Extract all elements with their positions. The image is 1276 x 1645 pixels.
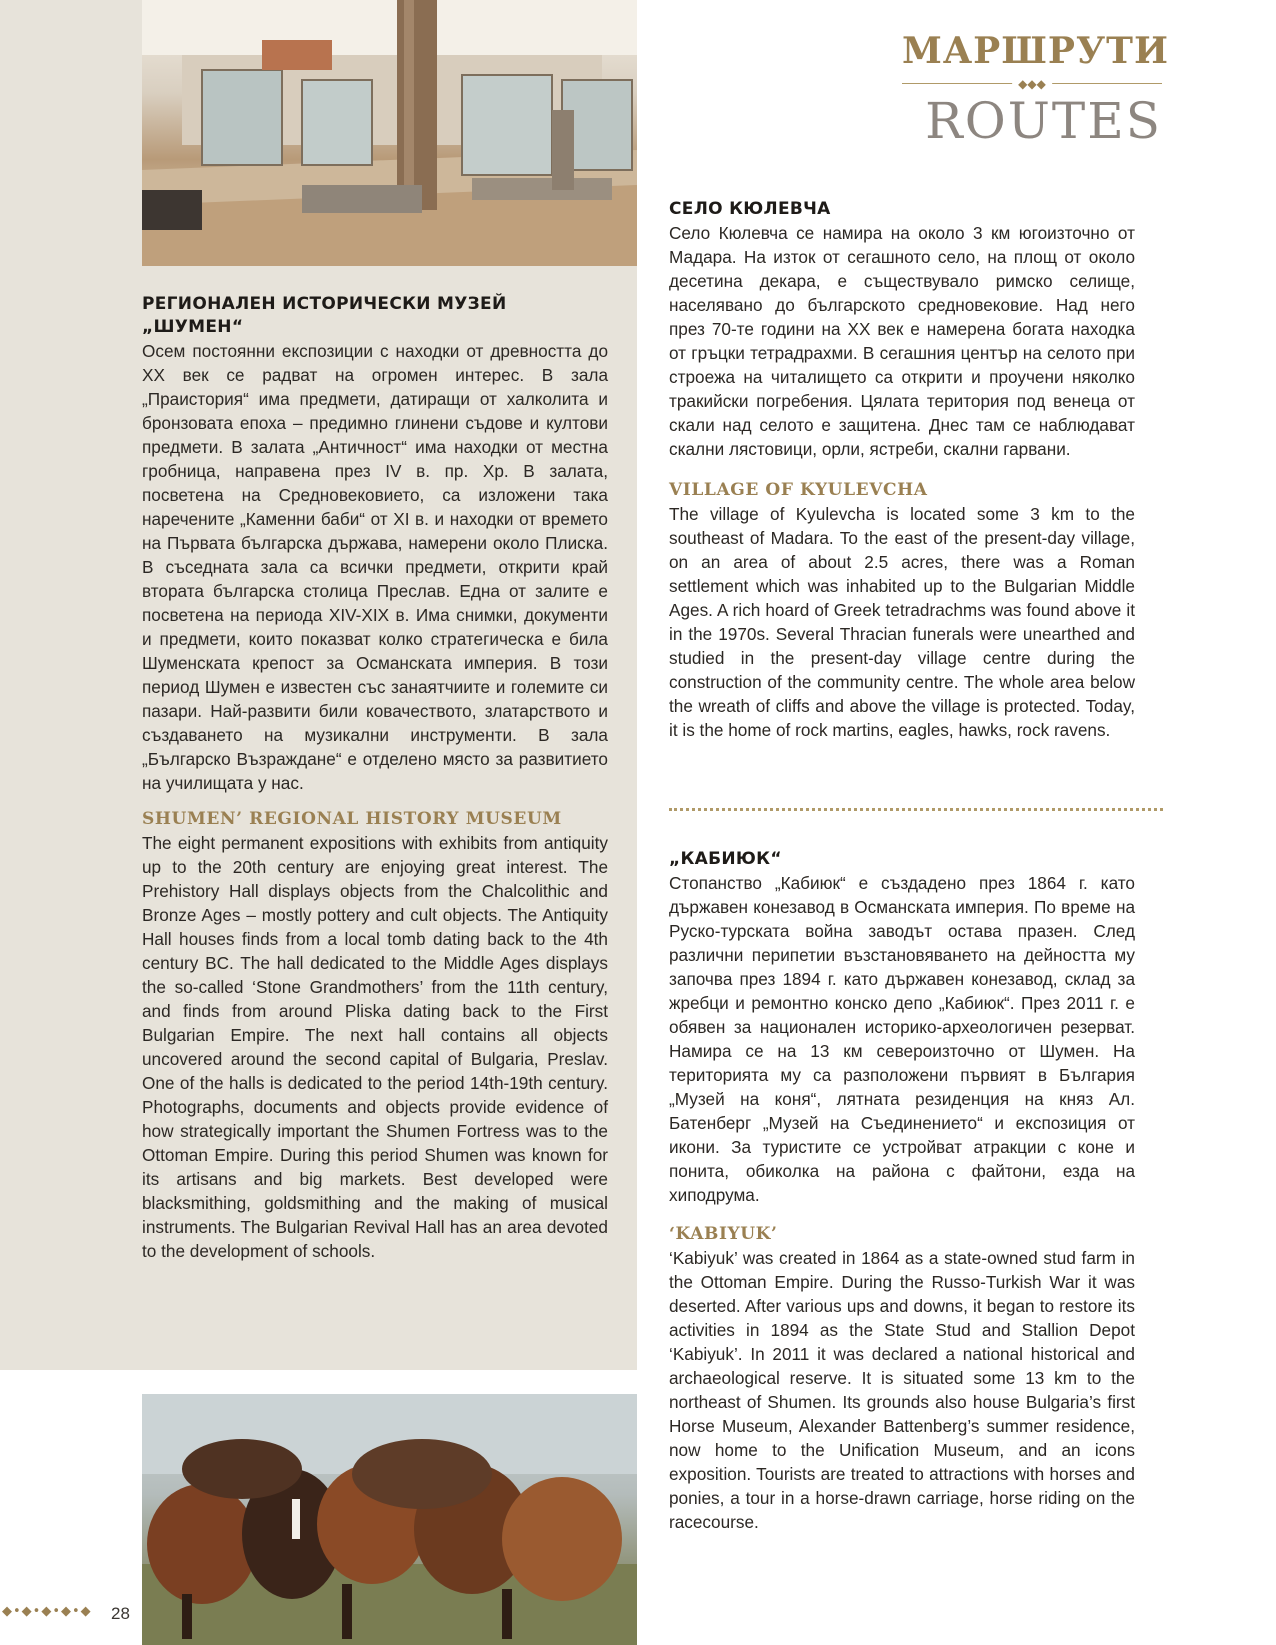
kabiyuk-text-en: ‘Kabiyuk’ was created in 1864 as a state-owned stud farm in the Ottoman Empire. During the Russo-Turkish War it was deserted. After various ups and downs, it began to restore its activities in 1894 as the State Stud and Stallion Depot ‘Kabiyuk’. In 2011 it was declared a national historical and archaeological reserve. It is situated some 13 km to the northeast of Shumen. Its grounds also house Bulgaria’s first Horse Museum, Alexander Battenberg’s summer residence, now home to the Unification Museum, and an icons exposition. Tourists are treated to attractions with horses and ponies, a tour in a horse-drawn carriage, horse riding on the racecourse.: [669, 1248, 1135, 1532]
museum-text-bg: Осем постоянни експозиции с находки от древността до XX век се радват на огромен интерес. В зала „Праистория“ има предмети, датиращи от халколита и бронзовата епоха – предимно глинени съдове и култови предмети. В залата „Античност“ има находки от местна гробница, направена през IV в. пр. Хр. В залата, посветена на Средновековието, са изложени така наречените „Каменни баби“ от XI в. и находки от времето на Първата българска държава, намерени около Плиска. В съседната зала са всички предмети, открити край втората българска столица Преслав. Една от залите е посветена на периода XIV-XIX в. Има снимки, документи и предмети, които показват колко стратегическа е била Шуменската крепост за Османската империя. В този период Шумен е известен със занаятчиите и големите си пазари. Най-развити били ковачеството, златарството и създаването на музикални инструменти. В зала „Българско Възраждане“ е отделено място за развитието на училищата у нас.: [142, 341, 608, 793]
page-number: 28: [111, 1604, 130, 1623]
footer-ornament-icon: ◆•◆•◆•◆•◆: [2, 1604, 92, 1619]
horses-photo: [142, 1394, 637, 1645]
kabiyuk-article: [669, 848, 1135, 1534]
section-header: [902, 28, 1169, 150]
kabiyuk-heading-en: ‘KABIYUK’: [669, 1224, 778, 1244]
horses-illustration: [142, 1394, 637, 1645]
kyulevcha-heading-en: VILLAGE OF KYULEVCHA: [669, 480, 928, 500]
kyulevcha-text-bg: Село Кюлевча се намира на около 3 км югоизточно от Мадара. На изток от сегашното село, на площ от около десетина декара, е съществувало римско селище, населявано до българското средновековие. Над него през 70-те години на XX век е намерена богата находка от гръцки тетрадрахми. В сегашния център на селото при строежа на читалището са открити и проучени няколко тракийски погребения. Цялата територия под венеца от скали над селото е защитена. Днес там се наблюдават скални лястовици, орли, ястреби, скални гарвани.: [669, 223, 1135, 459]
kyulevcha-heading-bg: СЕЛО КЮЛЕВЧА: [669, 199, 831, 219]
kabiyuk-text-bg: Стопанство „Кабиюк“ е създадено през 1864 г. като държавен конезавод в Османската империя. По време на Руско-турската война заводът остава празен. След различни перипетии възстановяването на дейността му започва през 1894 г. като държавен конезавод, склад за жребци и ремонтно конско депо „Кабиюк“. През 2011 г. е обявен за национален историко-археологичен резерват. Намира се на 13 км североизточно от Шумен. На територията му са разположени първият в България „Музей на коня“, лятната резиденция на княз Ал. Батенберг „Музей на Съединението“ и експозиция от икони. За туристите се устройват атракции с коне и понита, обиколка на района с файтони, езда на хиподрума.: [669, 873, 1135, 1205]
section-title-en: ROUTES: [925, 92, 1162, 150]
kyulevcha-text-en: The village of Kyulevcha is located some 3 km to the southeast of Madara. To the east of the present-day village, on an area of about 2.5 acres, there was a Roman settlement which was inhabited up to the Bulgarian Middle Ages. A rich hoard of Greek tetradrachms was found above it in the 1970s. Several Thracian funerals were unearthed and studied in the present-day village centre during the construction of the community centre. The whole area below the wreath of cliffs and above the village is protected. Today, it is the home of rock martins, eagles, hawks, rock ravens.: [669, 504, 1135, 740]
museum-text-en: The eight permanent expositions with exhibits from antiquity up to the 20th century are enjoying great interest. The Prehistory Hall displays objects from the Chalcolithic and Bronze Ages – mostly pottery and cult objects. The Antiquity Hall houses finds from a local tomb dating back to the 4th century BC. The hall dedicated to the Middle Ages displays the so-called ‘Stone Grandmothers’ from the 11th century, and finds from around Pliska dating back to the First Bulgarian Empire. The next hall contains all objects uncovered around the second capital of Bulgaria, Preslav. One of the halls is dedicated to the period 14th-19th century. Photographs, documents and objects provide evidence of how strategically important the Shumen Fortress was to the Ottoman Empire. During this period Shumen was known for its artisans and big markets. Best developed were blacksmithing, goldsmithing and the making of musical instruments. The Bulgarian Revival Hall has an area devoted to the development of schools.: [142, 833, 608, 1261]
museum-heading-bg: РЕГИОНАЛЕН ИСТОРИЧЕСКИ МУЗЕЙ „ШУМЕН“: [142, 294, 507, 337]
museum-heading-en: SHUMEN’ REGIONAL HISTORY MUSEUM: [142, 809, 562, 829]
museum-article: [142, 293, 608, 1263]
dotted-divider: [669, 808, 1163, 811]
museum-hall-photo: [142, 0, 637, 266]
ornament-icon: ◆◆◆: [1012, 76, 1052, 92]
museum-hall-illustration: [142, 0, 637, 266]
kyulevcha-article: [669, 198, 1135, 742]
kabiyuk-heading-bg: „КАБИЮК“: [669, 849, 782, 869]
header-divider: [902, 76, 1162, 92]
section-title-bg: МАРШРУТИ: [902, 30, 1169, 72]
